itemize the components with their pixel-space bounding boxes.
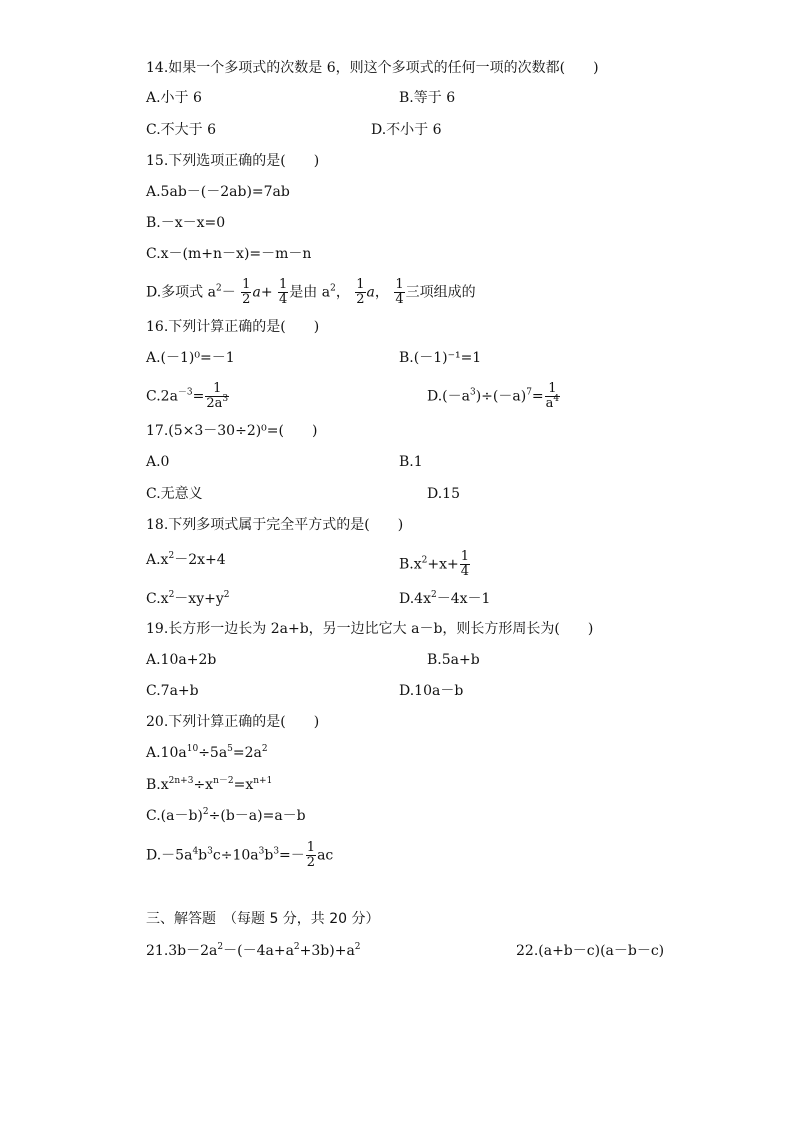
fraction: $\frac{1}{2a^3}$ <box>206 381 229 411</box>
q19-option-b: B.5a+b <box>427 652 480 668</box>
q20-option-a: $A.10a^{10}\div 5a^5=2a^2$ <box>146 744 268 761</box>
fraction-one-half-2: $\frac{1}{2}$ <box>356 277 365 307</box>
fraction-one-quarter: $\frac{1}{4}$ <box>279 277 288 307</box>
q15-stem: 15.下列选项正确的是( ) <box>146 153 320 169</box>
q17-option-a: A.0 <box>146 454 170 470</box>
q18-stem: 18.下列多项式属于完全平方式的是( ) <box>146 517 404 533</box>
fraction-one-half: $\frac{1}{2}$ <box>306 840 316 870</box>
fraction-one-quarter: $\frac{1}{4}$ <box>460 549 470 579</box>
q20-option-c: $C.(a-b)^2\div(b-a)=a-b$ <box>146 807 306 824</box>
section-heading: 三、解答题 （每题 5 分，共 20 分） <box>146 911 380 927</box>
q16-option-c: $C.2a^{-3}=$ $\frac{1}{2a^3}$ <box>146 381 229 411</box>
q18-option-b: $B.x^2+x+$ $\frac{1}{4}$ <box>399 549 470 579</box>
q19-option-a: A.10a+2b <box>146 652 217 668</box>
q18-option-c: $C.x^2-xy+y^2$ <box>146 590 230 607</box>
q19-option-c: C.7a+b <box>146 683 199 699</box>
q14-option-d: D.不小于 6 <box>371 122 442 138</box>
q15-option-c: C.x－(m+n－x)=－m－n <box>146 246 312 262</box>
q15-option-d: D.多项式 $a^2-$ $\frac{1}{2}$ a+ $\frac{1}{4}$ 是由 $a^2$， $\frac{1}{2}$ a， $\frac{1}{4}$ 三项组成的 <box>146 277 476 307</box>
q20-option-d: $D.-5a^4b^3c\div 10a^3b^3=-$ $\frac{1}{2}$ ac <box>146 840 334 870</box>
q20-stem: 20.下列计算正确的是( ) <box>146 714 320 730</box>
q20-option-b: $B.x^{2n+3}\div x^{n-2}=x^{n+1}$ <box>146 776 273 793</box>
q16-stem: 16.下列计算正确的是( ) <box>146 319 320 335</box>
fraction-one-quarter-2: $\frac{1}{4}$ <box>395 277 404 307</box>
q15-option-b: B.－x－x=0 <box>146 215 226 231</box>
q15-option-a: A.5ab－(－2ab)=7ab <box>146 184 290 200</box>
q22-problem: 22.(a+b－c)(a－b－c) <box>516 943 665 959</box>
q14-option-a: A.小于 6 <box>146 90 202 106</box>
q17-option-c: C.无意义 <box>146 486 203 502</box>
q16-option-d: $D.(-a^3)\div(-a)^7=$ $\frac{1}{a^4}$ <box>427 381 560 411</box>
q14-stem: 14.如果一个多项式的次数是 6，则这个多项式的任何一项的次数都( ) <box>146 60 599 76</box>
q17-stem: 17.(5×3－30÷2)⁰=( ) <box>146 423 318 439</box>
fraction-one-half: $\frac{1}{2}$ <box>242 277 251 307</box>
q16-option-b: B.(－1)⁻¹=1 <box>399 350 482 366</box>
q18-option-d: $D.4x^2-4x-1$ <box>399 590 491 607</box>
q17-option-b: B.1 <box>399 454 423 470</box>
q14-option-b: B.等于 6 <box>399 90 456 106</box>
fraction: $\frac{1}{a^4}$ <box>545 381 560 411</box>
q17-option-d: D.15 <box>427 486 460 502</box>
q14-option-c: C.不大于 6 <box>146 122 217 138</box>
q16-option-a: A.(－1)⁰=－1 <box>146 350 235 366</box>
q19-stem: 19.长方形一边长为 2a+b，另一边比它大 a－b，则长方形周长为( ) <box>146 621 594 637</box>
q21-problem: $21.3b-2a^2-(-4a+a^2+3b)+a^2$ <box>146 942 361 959</box>
q19-option-d: D.10a－b <box>399 683 464 699</box>
q18-option-a: $A.x^2-2x+4$ <box>146 551 226 568</box>
